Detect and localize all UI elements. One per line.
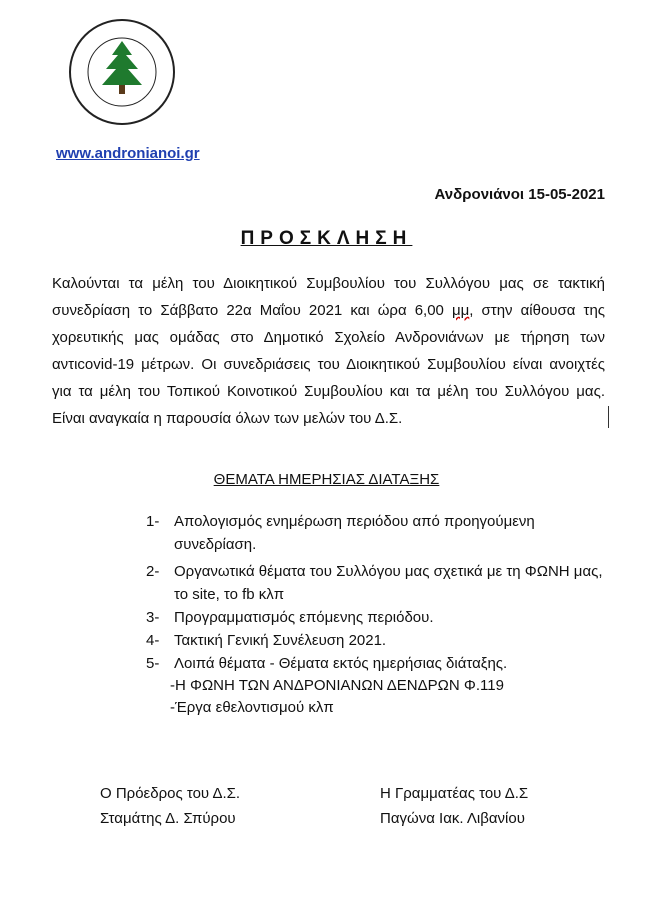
agenda-item-text: Οργανωτικά θέματα του Συλλόγου μας σχετικά με τη ΦΩΝΗ μας, το site, το fb κλπ xyxy=(174,563,603,603)
invitation-body xyxy=(52,270,605,432)
body-part-1: Καλούνται τα μέλη του Διοικητικού Συμβουλίου του Συλλόγου μας σε τακτική συνεδρίαση το Σάββατο 22α Μαΐου 2021 και ώρα 6,00 xyxy=(52,275,605,319)
agenda-item-number: 2- xyxy=(146,563,160,580)
agenda-item-1 xyxy=(146,510,606,556)
secretary-signature-block xyxy=(380,781,528,831)
president-signature-block xyxy=(100,781,240,831)
agenda-subitem-2: -Έργα εθελοντισμού κλπ xyxy=(170,699,334,716)
agenda-item-text: Απολογισμός ενημέρωση περιόδου από προηγούμενη συνεδρίαση. xyxy=(174,513,535,553)
agenda-item-4 xyxy=(146,629,606,652)
agenda-subitem-1: -Η ΦΩΝΗ ΤΩΝ ΑΝΔΡΟΝΙΑΝΩΝ ΔΕΝΔΡΩΝ Φ.119 xyxy=(170,677,504,694)
association-logo xyxy=(62,17,182,127)
logo-emblem xyxy=(62,17,182,127)
dateline: Ανδρονιάνοι 15-05-2021 xyxy=(434,186,605,203)
agenda-item-number: 3- xyxy=(146,609,160,626)
agenda-item-text: Τακτική Γενική Συνέλευση 2021. xyxy=(174,632,387,649)
secretary-name: Παγώνα Ιακ. Λιβανίου xyxy=(380,810,525,827)
agenda-item-5 xyxy=(146,652,606,675)
website-link[interactable]: www.andronianoi.gr xyxy=(56,145,200,162)
text-cursor xyxy=(608,406,609,428)
president-role: Ο Πρόεδρος του Δ.Σ. xyxy=(100,785,241,802)
agenda-item-text: Προγραμματισμός επόμενης περιόδου. xyxy=(174,609,434,626)
agenda-item-number: 4- xyxy=(146,632,160,649)
body-part-2: , στην αίθουσα της χορευτικής μας ομάδας στο Δημοτικό Σχολείο Ανδρονιάνων με τήρηση των αντιcovid-19 μέτρων. Οι συνεδριάσεις του Διοικητικού Συμβουλίου είναι ανοιχτές για τα μέλη του Τοπικού Κοινοτικού Συμβουλίου και τα μέλη του Συλλόγου μας. Είναι αναγκαία η παρουσία όλων των μελών του Δ.Σ. xyxy=(52,302,606,427)
agenda-item-number: 1- xyxy=(146,513,160,530)
secretary-role: Η Γραμματέας του Δ.Σ xyxy=(380,785,529,802)
agenda-item-text: Λοιπά θέματα - Θέματα εκτός ημερήσιας διάταξης. xyxy=(174,655,508,672)
spellcheck-flagged-word: μμ xyxy=(451,302,470,319)
agenda-list xyxy=(146,510,606,719)
page-title: ΠΡΟΣΚΛΗΣΗ xyxy=(240,228,413,249)
agenda-heading: ΘΕΜΑΤΑ ΗΜΕΡΗΣΙΑΣ ΔΙΑΤΑΞΗΣ xyxy=(213,471,440,488)
agenda-item-2 xyxy=(146,560,606,606)
agenda-item-3 xyxy=(146,606,606,629)
agenda-item-number: 5- xyxy=(146,655,160,672)
president-name: Σταμάτης Δ. Σπύρου xyxy=(100,810,236,827)
